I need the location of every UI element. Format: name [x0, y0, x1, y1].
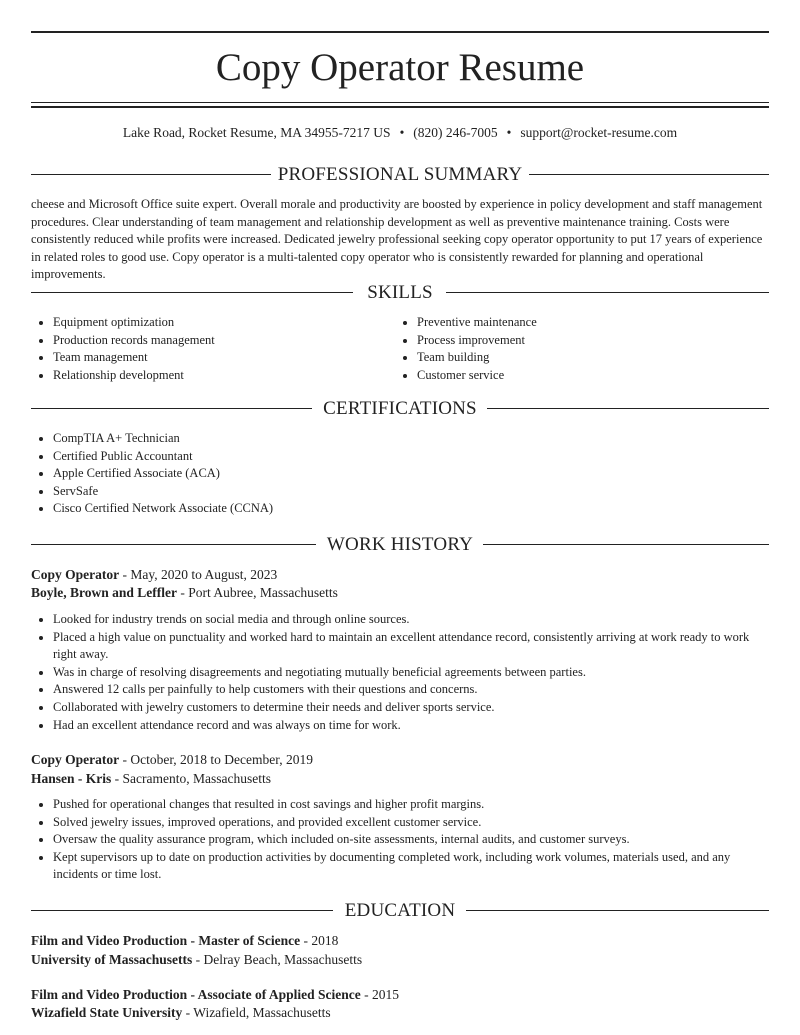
- job-company-line: [31, 584, 338, 602]
- school-location: - Wizafield, Massachusetts: [182, 1005, 331, 1020]
- job-company: Boyle, Brown and Leffler: [31, 585, 177, 600]
- section-heading-work: [31, 533, 769, 557]
- job-title: Copy Operator: [31, 567, 120, 582]
- skill-item: • Preventive maintenance: [417, 314, 757, 332]
- skill-item: • Team building: [417, 349, 757, 367]
- certifications-list: [31, 430, 753, 518]
- skill-item: • Team management: [53, 349, 393, 367]
- contact-line: [31, 124, 769, 142]
- skill-item: • Process improvement: [417, 332, 757, 350]
- job-location: - Sacramento, Massachusetts: [111, 771, 271, 786]
- degree-year: - 2018: [300, 933, 339, 948]
- job-location: - Port Aubree, Massachusetts: [177, 585, 338, 600]
- school: University of Massachusetts: [31, 952, 193, 967]
- contact-phone: (820) 246-7005: [413, 125, 498, 140]
- degree: Film and Video Production - Master of Science: [31, 933, 301, 948]
- skill-item: • Equipment optimization: [53, 314, 393, 332]
- skills-heading: SKILLS: [367, 282, 433, 303]
- school-line: [31, 951, 362, 969]
- degree-line: [31, 932, 338, 950]
- school-line: [31, 1004, 331, 1022]
- school-location: - Delray Beach, Massachusetts: [192, 952, 363, 967]
- work-heading: WORK HISTORY: [326, 534, 474, 555]
- job-bullet: • Answered 12 calls per painfully to help customers with their questions and concerns.: [53, 681, 769, 699]
- job-bullet: • Was in charge of resolving disagreements and negotiating mutually beneficial agreements between parties.: [53, 664, 769, 682]
- job-dates: - October, 2018 to December, 2019: [119, 752, 313, 767]
- job-bullet: • Solved jewelry issues, improved operations, and provided excellent customer service.: [53, 814, 769, 832]
- certification-item: • CompTIA A+ Technician: [53, 430, 753, 448]
- certification-item: • Certified Public Accountant: [53, 448, 753, 466]
- skills-list-right: [395, 314, 757, 384]
- job-company: Hansen - Kris: [31, 771, 112, 786]
- contact-email: support@rocket-resume.com: [520, 125, 678, 140]
- job-title: Copy Operator: [31, 752, 120, 767]
- job-bullets: [31, 611, 769, 734]
- section-heading-summary: [31, 163, 769, 187]
- summary-text: cheese and Microsoft Office suite expert. Overall morale and productivity are boosted by experience in policy development and staff management procedures. Clear understanding of team management and relationship development as well as preventive maintenance training. Costs were consistently reduced while profits were increased. Dedicated jewelry professional seeking copy operator opportunity to put 17 years of experience in related roles to good use. Copy operator is a multi-talented copy operator who is consistently rewarded for planning and operational improvements.: [31, 197, 763, 282]
- certification-item: • Apple Certified Associate (ACA): [53, 465, 753, 483]
- page-title: Copy Operator Resume: [215, 46, 585, 89]
- degree-year: - 2015: [360, 987, 400, 1002]
- title-rule-thin: [31, 102, 769, 103]
- section-heading-education: [31, 899, 769, 923]
- job-dates: - May, 2020 to August, 2023: [119, 567, 278, 582]
- skill-item: • Relationship development: [53, 367, 393, 385]
- job-bullet: • Looked for industry trends on social media and through online sources.: [53, 611, 769, 629]
- job-bullet: • Kept supervisors up to date on production activities by documenting completed work, including work volumes, materials used, and any incidents or time lost.: [53, 849, 769, 884]
- section-heading-skills: [31, 281, 769, 305]
- contact-separator: •: [399, 125, 405, 140]
- job-bullet: • Had an excellent attendance record and was always on time for work.: [53, 717, 769, 735]
- job-bullet: • Collaborated with jewelry customers to determine their needs and deliver sports service.: [53, 699, 769, 717]
- degree: Film and Video Production - Associate of Applied Science: [31, 987, 361, 1002]
- contact-address: Lake Road, Rocket Resume, MA 34955-7217 US: [122, 125, 391, 140]
- job-bullet: • Pushed for operational changes that resulted in cost savings and higher profit margins.: [53, 796, 769, 814]
- skill-item: • Production records management: [53, 332, 393, 350]
- job-title-line: [31, 751, 313, 769]
- section-heading-certifications: [31, 397, 769, 421]
- title-rule-thick: [31, 106, 769, 108]
- summary-heading: PROFESSIONAL SUMMARY: [277, 164, 523, 185]
- contact-separator: •: [506, 125, 512, 140]
- education-heading: EDUCATION: [344, 900, 456, 921]
- degree-line: [31, 986, 399, 1004]
- certification-item: • ServSafe: [53, 483, 753, 501]
- job-bullet: • Oversaw the quality assurance program, which included on-site assessments, internal audits, and customer surveys.: [53, 831, 769, 849]
- skills-list-left: [31, 314, 393, 384]
- skill-item: • Customer service: [417, 367, 757, 385]
- job-company-line: [31, 770, 271, 788]
- school: Wizafield State University: [31, 1005, 183, 1020]
- certification-item: • Cisco Certified Network Associate (CCNA): [53, 500, 753, 518]
- job-bullet: • Placed a high value on punctuality and worked hard to maintain an excellent attendance record, consistently arriving at work ready to work right away.: [53, 629, 769, 664]
- certifications-heading: CERTIFICATIONS: [323, 398, 477, 419]
- top-rule: [31, 31, 769, 33]
- job-bullets: [31, 796, 769, 884]
- job-title-line: [31, 566, 277, 584]
